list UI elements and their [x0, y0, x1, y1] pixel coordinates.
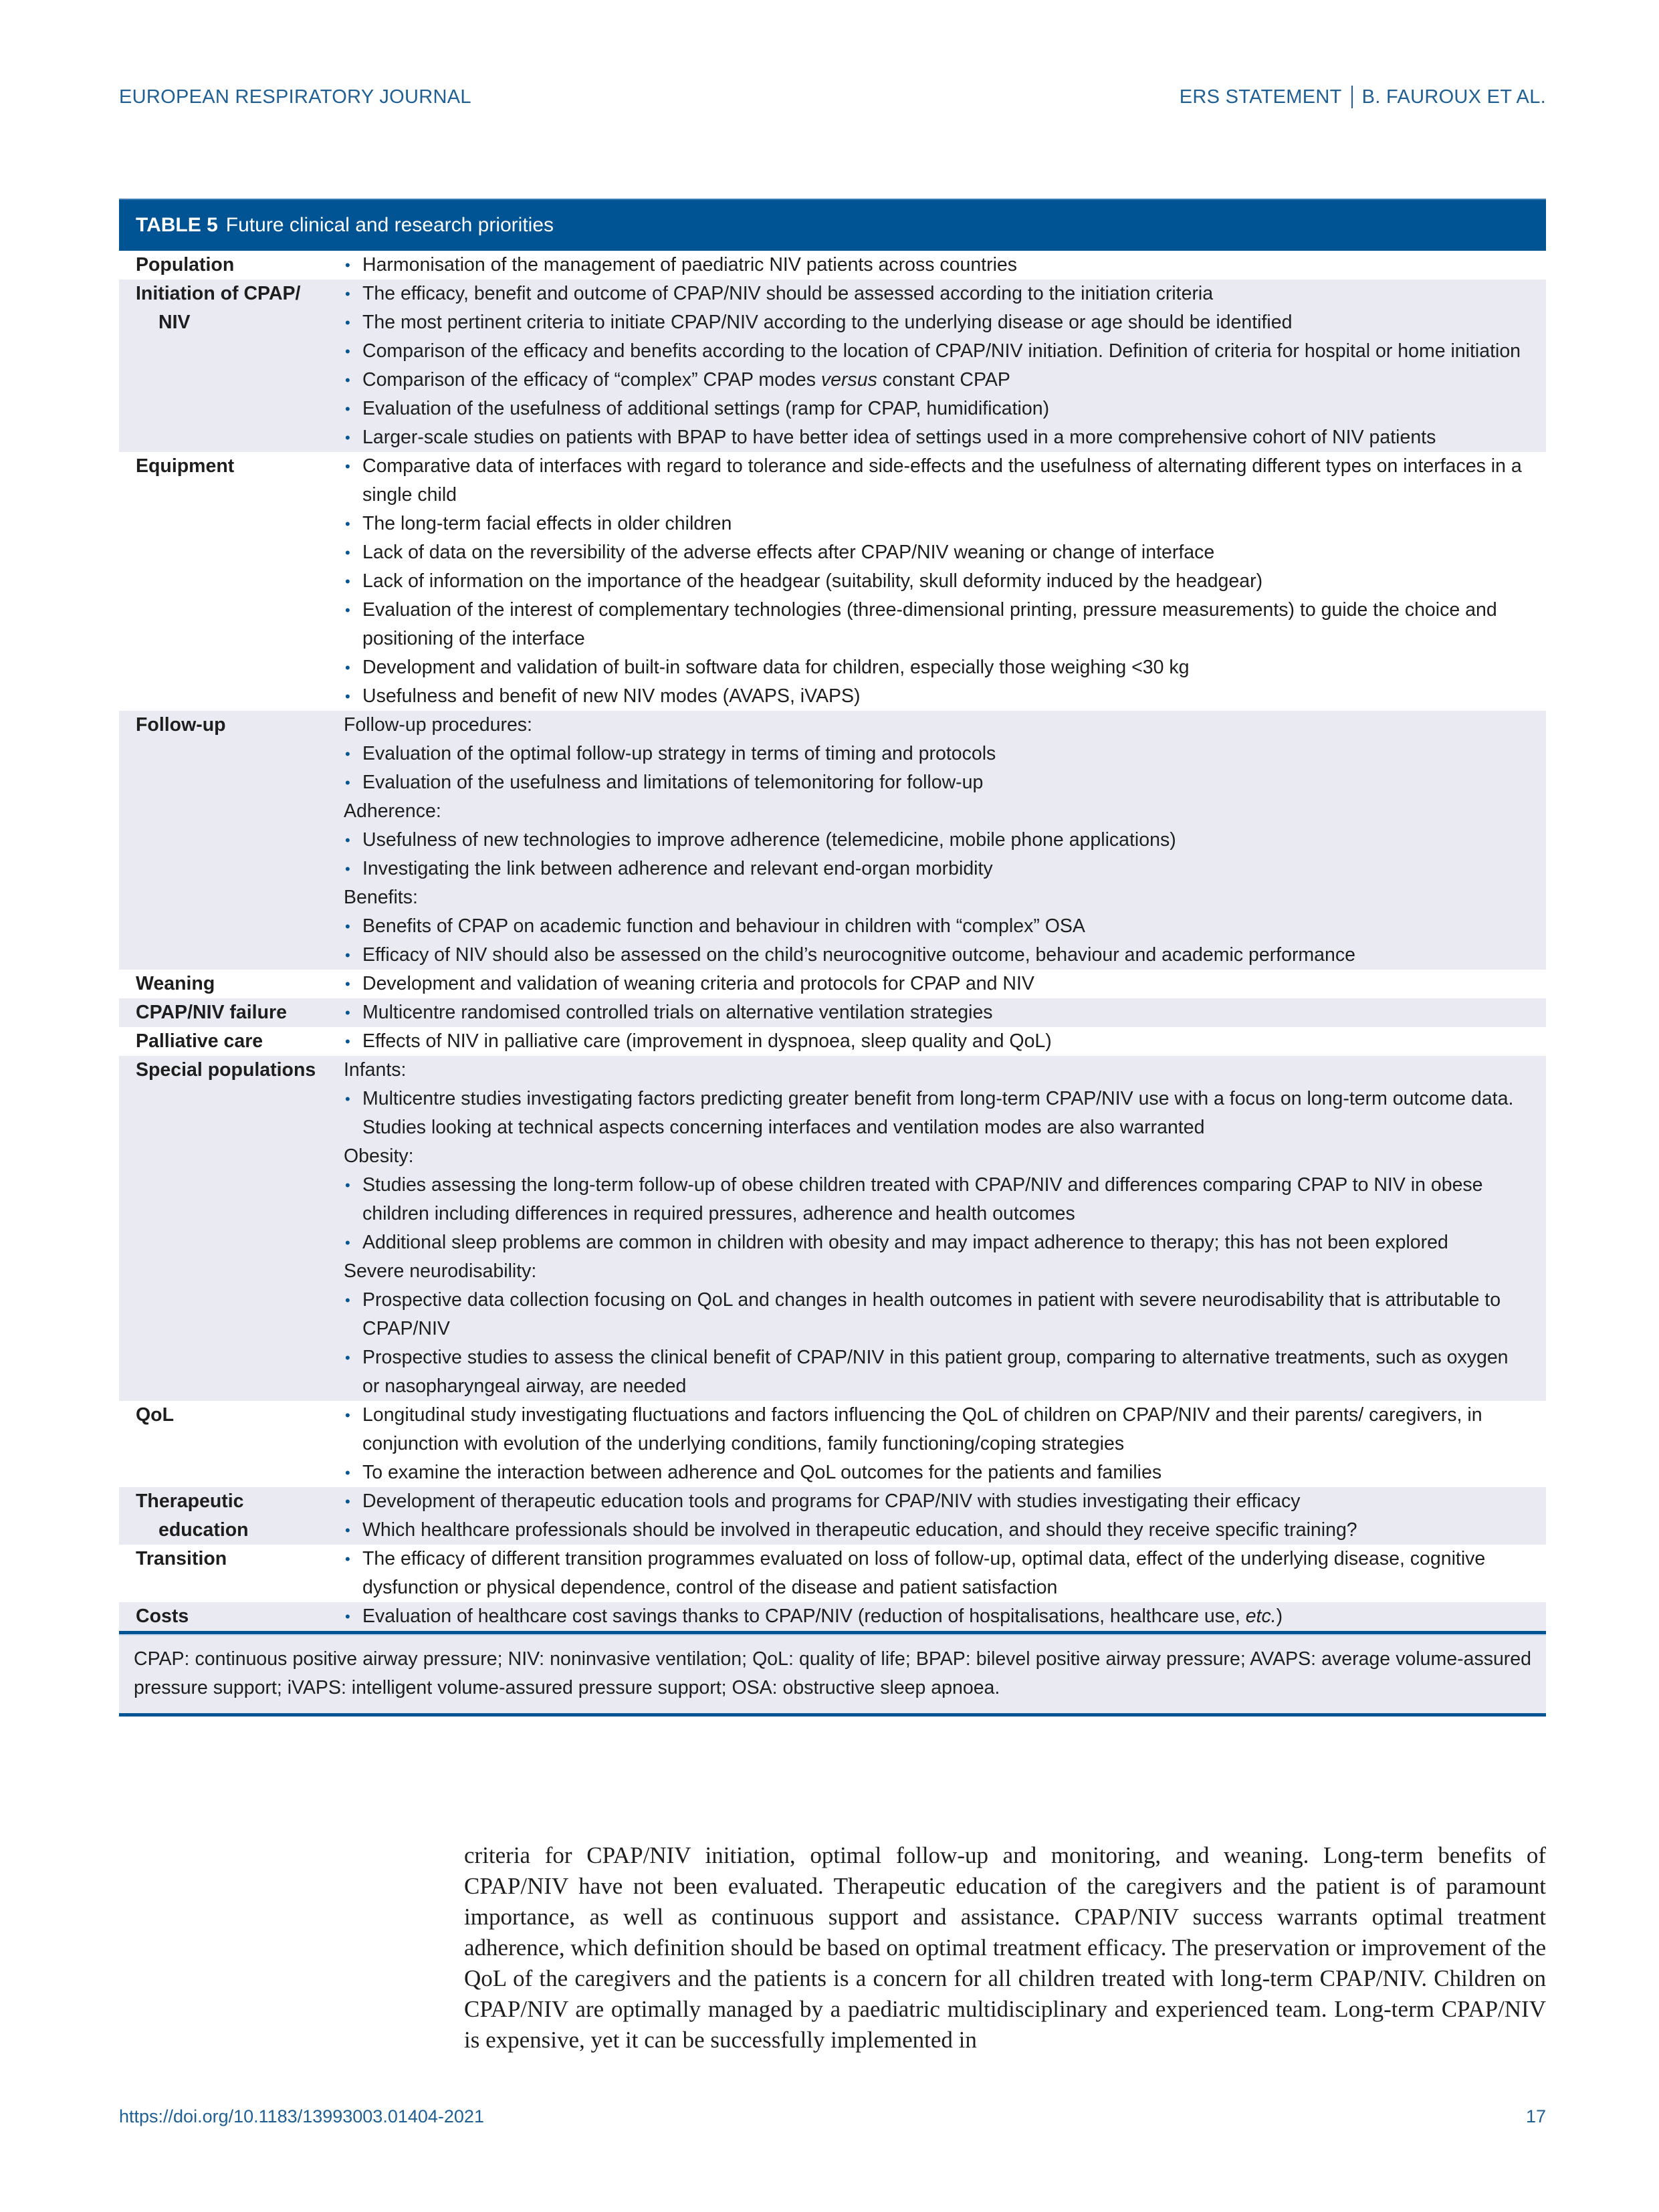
row-category	[119, 998, 344, 1027]
subgroup-heading: Severe neurodisability:	[344, 1260, 537, 1282]
item-text: Development of therapeutic education tools and programs for CPAP/NIV with studies investigating their efficacy	[362, 1490, 1301, 1512]
bullet-icon: •	[345, 573, 350, 590]
article-info	[1180, 86, 1546, 108]
bullet-icon: •	[345, 1234, 350, 1251]
list-item	[344, 280, 1526, 308]
item-text: The long-term facial effects in older children	[362, 513, 732, 534]
list-item	[344, 682, 1526, 711]
item-text: Evaluation of the optimal follow-up strategy in terms of timing and protocols	[362, 743, 996, 764]
row-items	[344, 1487, 1546, 1545]
subgroup-heading: Adherence:	[344, 800, 441, 822]
list-item	[344, 1085, 1526, 1142]
item-text: Evaluation of healthcare cost savings thanks to CPAP/NIV (reduction of hospitalisations, healthcare use,	[362, 1606, 1246, 1627]
doi-link[interactable]: https://doi.org/10.1183/13993003.01404-2021	[119, 2106, 484, 2126]
bullet-icon: •	[345, 1033, 350, 1050]
italic-text: versus	[820, 369, 877, 391]
body-paragraph: criteria for CPAP/NIV initiation, optimal follow-up and monitoring, and weaning. Long-term benefits of CPAP/NIV have not been evaluated. Therapeutic education of the caregivers and the patient is of paramount importance, as well as continuous support and assistance. CPAP/NIV success warrants optimal treatment adherence, which definition should be based on optimal treatment efficacy. The preservation or improvement of the QoL of the caregivers and the patients is a concern for all children treated with long-term CPAP/NIV. Children on CPAP/NIV are optimally managed by a paediatric multidisciplinary and experienced team. Long-term CPAP/NIV is expensive, yet it can be successfully implemented in	[464, 1842, 1546, 2053]
list-item	[344, 1602, 1526, 1631]
table-body	[119, 251, 1546, 1634]
table-row	[119, 1487, 1546, 1545]
author-label: B. FAUROUX ET AL.	[1361, 86, 1546, 108]
row-items	[344, 998, 1546, 1027]
item-text: Larger-scale studies on patients with BPAP to have better idea of settings used in a more comprehensive cohort of NIV patients	[362, 427, 1436, 448]
bullet-icon: •	[345, 516, 350, 532]
priorities-table	[119, 199, 1546, 1717]
bullet-icon: •	[345, 257, 350, 273]
item-text: The efficacy, benefit and outcome of CPAP/NIV should be assessed according to the initiation criteria	[362, 283, 1214, 304]
bullet-icon: •	[345, 746, 350, 762]
bullet-icon: •	[345, 343, 350, 360]
list-item	[344, 1545, 1526, 1602]
bullet-icon: •	[345, 1407, 350, 1424]
bullet-icon: •	[345, 1349, 350, 1366]
bullet-icon: •	[345, 544, 350, 561]
list-item	[344, 366, 1526, 395]
item-text: Additional sleep problems are common in children with obesity and may impact adherence to therapy; this has not been explored	[362, 1232, 1448, 1253]
list-item	[344, 1516, 1526, 1545]
item-text: Evaluation of the interest of complementary technologies (three-dimensional printing, pressure measurements) to guide the choice and positioning of the interface	[362, 599, 1497, 649]
row-category	[119, 1056, 344, 1401]
table-row	[119, 998, 1546, 1027]
row-items	[344, 1602, 1546, 1633]
row-category	[119, 251, 344, 280]
item-text: The efficacy of different transition programmes evaluated on loss of follow-up, optimal data, effect of the underlying disease, cognitive dysfunction or physical dependence, control of the disease and patient satisfaction	[362, 1548, 1486, 1598]
item-text: Investigating the link between adherence and relevant end-organ morbidity	[362, 858, 993, 879]
list-item	[344, 567, 1526, 596]
bullet-icon: •	[345, 1004, 350, 1021]
row-category	[119, 280, 344, 452]
list-item	[344, 941, 1526, 970]
journal-name: EUROPEAN RESPIRATORY JOURNAL	[119, 86, 471, 108]
bullet-icon: •	[345, 659, 350, 676]
list-item	[344, 912, 1526, 941]
bullet-icon: •	[345, 429, 350, 446]
subgroup-heading: Benefits:	[344, 887, 418, 908]
item-text: The most pertinent criteria to initiate CPAP/NIV according to the underlying disease or age should be identified	[362, 312, 1293, 333]
item-text: Studies assessing the long-term follow-up of obese children treated with CPAP/NIV and differences comparing CPAP to NIV in obese children including differences in required pressures, adherence and health outcomes	[362, 1174, 1483, 1224]
list-item	[344, 596, 1526, 653]
bullet-icon: •	[345, 688, 350, 705]
page-number: 17	[1525, 2106, 1546, 2126]
item-text: Lack of data on the reversibility of the adverse effects after CPAP/NIV weaning or change of interface	[362, 542, 1215, 563]
row-items	[344, 970, 1546, 998]
category-label-continued: education	[158, 1519, 249, 1541]
table-footnote: CPAP: continuous positive airway pressure; NIV: noninvasive ventilation; QoL: quality of life; BPAP: bilevel positive airway pressure; AVAPS: average volume-assured pressure support; iVAPS: intelligent volume-assured pressure support; OSA: obstructive sleep apnoea.	[119, 1634, 1546, 1717]
list-item	[344, 653, 1526, 682]
bullet-icon: •	[345, 314, 350, 331]
bullet-icon: •	[345, 1091, 350, 1107]
list-item	[344, 855, 1526, 883]
bullet-icon: •	[345, 372, 350, 389]
list-item	[344, 452, 1526, 510]
list-item	[344, 826, 1526, 855]
category-label: Transition	[136, 1548, 227, 1569]
bullet-icon: •	[345, 401, 350, 417]
table-row	[119, 1056, 1546, 1401]
list-item	[344, 1286, 1526, 1343]
category-label: Costs	[136, 1606, 189, 1627]
list-item	[344, 423, 1526, 452]
table-row	[119, 711, 1546, 970]
table-row	[119, 970, 1546, 998]
item-text: Benefits of CPAP on academic function and behaviour in children with “complex” OSA	[362, 915, 1085, 937]
table-row	[119, 280, 1546, 452]
bullet-icon: •	[345, 832, 350, 849]
list-item	[344, 510, 1526, 538]
bullet-icon: •	[345, 976, 350, 992]
category-label: Weaning	[136, 973, 215, 994]
row-items	[344, 1401, 1546, 1487]
bullet-icon: •	[345, 1292, 350, 1309]
row-category	[119, 1545, 344, 1602]
category-label: QoL	[136, 1404, 174, 1426]
row-category	[119, 970, 344, 998]
list-item	[344, 1458, 1526, 1487]
item-text: Prospective studies to assess the clinical benefit of CPAP/NIV in this patient group, comparing to alternative treatments, such as oxygen or nasopharyngeal airway, are needed	[362, 1347, 1509, 1397]
item-text: constant CPAP	[877, 369, 1010, 391]
item-text: Which healthcare professionals should be involved in therapeutic education, and should they receive specific training?	[362, 1519, 1357, 1541]
bullet-icon: •	[345, 1551, 350, 1567]
list-item	[344, 337, 1526, 366]
category-label-continued: NIV	[158, 312, 191, 333]
category-label: Population	[136, 254, 235, 275]
item-text: Evaluation of the usefulness of additional settings (ramp for CPAP, humidification)	[362, 398, 1050, 419]
item-text: Efficacy of NIV should also be assessed on the child’s neurocognitive outcome, behaviour and academic performance	[362, 944, 1355, 966]
row-category	[119, 1401, 344, 1487]
section-label: ERS STATEMENT	[1179, 86, 1342, 108]
table-row	[119, 251, 1546, 280]
item-text: Multicentre randomised controlled trials on alternative ventilation strategies	[362, 1002, 993, 1023]
item-text: Usefulness and benefit of new NIV modes (AVAPS, iVAPS)	[362, 685, 861, 707]
item-text: Multicentre studies investigating factors predicting greater benefit from long-term CPAP/NIV use with a focus on long-term outcome data. Studies looking at technical aspects concerning interfaces and ventilation modes are also warranted	[362, 1088, 1514, 1138]
page-footer	[119, 2106, 1546, 2127]
item-text: To examine the interaction between adherence and QoL outcomes for the patients and families	[362, 1462, 1162, 1483]
item-text: Development and validation of weaning criteria and protocols for CPAP and NIV	[362, 973, 1034, 994]
row-category	[119, 1487, 344, 1545]
bullet-icon: •	[345, 458, 350, 475]
bullet-icon: •	[345, 947, 350, 964]
list-item	[344, 538, 1526, 567]
list-item	[344, 768, 1526, 797]
row-items	[344, 1056, 1546, 1401]
list-item	[344, 308, 1526, 337]
category-label: Therapeutic	[136, 1490, 244, 1512]
row-category	[119, 1602, 344, 1633]
running-header	[119, 86, 1546, 108]
category-label: Equipment	[136, 455, 235, 477]
table-row	[119, 452, 1546, 711]
category-label: CPAP/NIV failure	[136, 1002, 287, 1023]
list-item	[344, 1171, 1526, 1228]
item-text: Comparative data of interfaces with regard to tolerance and side-effects and the usefulness of alternating different types on interfaces in a single child	[362, 455, 1522, 506]
bullet-icon: •	[345, 918, 350, 935]
bullet-icon: •	[345, 602, 350, 619]
list-item	[344, 970, 1526, 998]
list-item	[344, 1027, 1526, 1056]
item-text: Longitudinal study investigating fluctuations and factors influencing the QoL of children on CPAP/NIV and their parents/ caregivers, in conjunction with evolution of the underlying conditions, family functioning/coping strategies	[362, 1404, 1482, 1454]
category-label: Special populations	[136, 1059, 316, 1081]
table-number: TABLE 5	[136, 214, 218, 236]
table-row	[119, 1401, 1546, 1487]
table-caption	[119, 199, 1546, 251]
row-items	[344, 280, 1546, 452]
category-label: Initiation of CPAP/	[136, 283, 301, 304]
bullet-icon: •	[345, 1522, 350, 1539]
item-text: Usefulness of new technologies to improve adherence (telemedicine, mobile phone applications)	[362, 829, 1176, 851]
list-item	[344, 251, 1526, 280]
row-items	[344, 251, 1546, 280]
row-items	[344, 1027, 1546, 1056]
bullet-icon: •	[345, 1464, 350, 1481]
list-item	[344, 1228, 1526, 1257]
list-item	[344, 395, 1526, 423]
table-row	[119, 1027, 1546, 1056]
subgroup-heading: Follow-up procedures:	[344, 714, 532, 736]
item-text: Prospective data collection focusing on QoL and changes in health outcomes in patient with severe neurodisability that is attributable to CPAP/NIV	[362, 1289, 1501, 1339]
row-category	[119, 711, 344, 970]
row-category	[119, 452, 344, 711]
category-label: Follow-up	[136, 714, 226, 736]
table-row	[119, 1602, 1546, 1633]
table-title: Future clinical and research priorities	[225, 214, 554, 236]
list-item	[344, 1343, 1526, 1401]
list-item	[344, 740, 1526, 768]
bullet-icon: •	[345, 1608, 350, 1625]
italic-text: etc.	[1245, 1606, 1277, 1627]
item-text: Evaluation of the usefulness and limitations of telemonitoring for follow-up	[362, 772, 984, 793]
category-label: Palliative care	[136, 1030, 263, 1052]
bullet-icon: •	[345, 861, 350, 877]
row-items	[344, 1545, 1546, 1602]
bullet-icon: •	[345, 286, 350, 302]
row-items	[344, 711, 1546, 970]
bullet-icon: •	[345, 774, 350, 791]
bullet-icon: •	[345, 1177, 350, 1194]
item-text: Comparison of the efficacy and benefits according to the location of CPAP/NIV initiation. Definition of criteria for hospital or home initiation	[362, 340, 1521, 362]
header-divider	[1351, 86, 1353, 108]
item-text: Comparison of the efficacy of “complex” CPAP modes	[362, 369, 821, 391]
table-row	[119, 1545, 1546, 1602]
subgroup-heading: Obesity:	[344, 1145, 414, 1167]
list-item	[344, 998, 1526, 1027]
list-item	[344, 1487, 1526, 1516]
list-item	[344, 1401, 1526, 1458]
item-text: Development and validation of built-in software data for children, especially those weighing <30 kg	[362, 657, 1190, 678]
bullet-icon: •	[345, 1493, 350, 1510]
item-text: )	[1276, 1606, 1283, 1627]
item-text: Lack of information on the importance of the headgear (suitability, skull deformity induced by the headgear)	[362, 570, 1263, 592]
item-text: Harmonisation of the management of paediatric NIV patients across countries	[362, 254, 1018, 275]
row-category	[119, 1027, 344, 1056]
subgroup-heading: Infants:	[344, 1059, 407, 1081]
row-items	[344, 452, 1546, 711]
item-text: Effects of NIV in palliative care (improvement in dyspnoea, sleep quality and QoL)	[362, 1030, 1052, 1052]
